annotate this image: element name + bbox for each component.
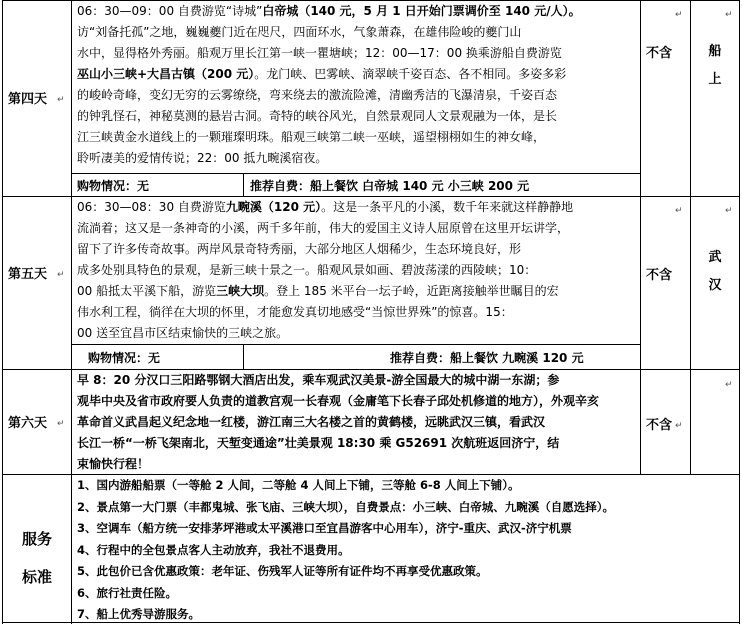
cell-end-mark: ↵ [675,10,683,20]
day-description [77,1,637,173]
day-label: 第五天 [8,267,48,282]
cell-end-mark: ↵ [57,95,65,105]
optional-expenses: 推荐自费：船上餐饮 九畹溪 120 元 [390,351,584,365]
cost-status: 不含 [646,46,673,61]
text-line: 江三峡黄金水道线上的一颗璀璨明珠。船观三峡第二峡一巫峡，遥望栩栩如生的神女峰， [77,130,546,144]
text-line: 水中，显得格外秀丽。船观万里长江第一峡一瞿塘峡；12：00—17：00 换乘游船自费游览 [77,46,562,60]
grid-line [739,0,740,624]
day-description [77,370,637,474]
text-line: 伟水利工程，徜徉在大坝的怀里，才能愈发真切地感受“当惊世界殊”的惊喜。15： [77,305,513,319]
list-item: 4、行程中的全包景点客人主动放弃，我社不退费用。 [77,542,350,557]
cell-end-mark: ↵ [675,206,683,216]
cost-status: 不含 [646,268,673,283]
cost-status: 不含 [646,418,673,433]
list-item: 7、船上优秀导游服务。 [77,607,201,621]
location: 武 汉 [708,250,722,293]
day-description [77,197,637,344]
cell-end-mark: ↵ [57,419,65,429]
text-line: 06：30—08：30 自费游览九畹溪（120 元）。这是一条平凡的小溪，数千年来就这样静静地 [77,200,574,214]
grid-line [243,173,244,196]
text-line: 00 船抵太平溪下船，游览三峡大坝。登上 185 米平台一坛子岭，近距离接触举世瞩目的宏 [77,284,559,298]
text-line: 聆听凄美的爱情传说；22：00 抵九畹溪宿夜。 [77,151,328,165]
service-standards-title: 服务 标准 [21,530,52,586]
grid-line [2,0,3,624]
day-label: 第六天 [8,416,48,431]
location: 船 上 [708,44,722,87]
list-item: 1、国内游船船票（一等舱 2 人间，二等舱 4 人间上下铺，三等舱 6-8 人间上下铺）。 [77,478,520,492]
text-line: 观毕中央及省市政府要人负责的道教宫观一长春观（金庸笔下长春子邱处机修道的地方），外观辛亥 [77,394,600,408]
text-line: 的钟乳怪石，神秘莫测的悬岩古洞。奇特的峡谷风光，自然景观同人文景观融为一体，是长 [77,109,558,123]
text-line: 流淌着；这又是一条神奇的小溪，两千多年前，伟大的爱国主义诗人屈原曾在这里开坛讲学， [77,221,570,235]
grid-line [243,344,244,369]
text-line: 访“刘备托孤”之地，巍巍夔门近在咫尺，四面环水，气象萧森，在雄伟险峻的夔门山 [77,25,522,39]
text-line: 的峻岭奇峰，变幻无穷的云雾缭绕，弯来绕去的激流险滩，清幽秀洁的飞瀑清泉，千姿百态 [77,88,558,102]
shopping-info: 购物情况：无 [77,179,150,193]
text-line: 成多处别具特色的景观，是新三峡十景之一。船观风景如画、碧波荡漾的西陵峡；10： [77,263,537,277]
shopping-info: 购物情况：无 [88,351,161,365]
text-line: 早 8：20 分汉口三阳路鄂钢大酒店出发，乘车观武汉美景-游全国最大的城中湖一东湖；参 [77,373,560,387]
list-item: 5、此包价已含优惠政策：老年证、伤残军人证等所有证件均不再享受优惠政策。 [77,564,488,578]
grid-line [640,0,641,474]
cell-end-mark: ↵ [57,270,65,280]
grid-line [71,0,72,624]
list-item: 2、景点第一大门票（丰都鬼城、张飞庙、三峡大坝），自费景点：小三峡、白帝城、九畹溪（自愿选择）。 [77,499,614,514]
text-line: 巫山小三峡+大昌古镇（200 元）。龙门峡、巴雾峡、滴翠峡千姿百态、各不相同。多姿多彩 [77,67,567,81]
grid-line [71,344,641,345]
cell-end-mark: ↵ [725,380,733,390]
text-line: 00 送至宜昌市区结束愉快的三峡之旅。 [77,326,289,340]
text-line: 06：30—09：00 自费游览“诗城”白帝城（140 元，5 月 1 日开始门票调价至 140 元/人）。 [77,4,581,18]
grid-line [690,0,691,474]
cell-end-mark: ↵ [725,206,733,216]
list-item: 6、旅行社责任险。 [77,585,178,600]
service-list [77,475,737,626]
cell-end-mark: ↵ [725,10,733,20]
cell-end-mark: ↵ [675,421,683,431]
grid-line [71,173,641,174]
optional-expenses: 推荐自费：船上餐饮 白帝城 140 元 小三峡 200 元 [250,179,530,193]
text-line: 束愉快行程！ [77,457,150,471]
day-label: 第四天 [8,92,48,107]
text-line: 留下了许多传奇故事。两岸风景奇特秀丽，大部分地区人烟稀少，生态环境良好，形 [77,242,522,256]
text-line: 长江一桥“一桥飞架南北，天堑变通途”壮美景观 18:30 乘 G52691 次航班返回济宁，结 [77,436,560,450]
list-item: 3、空调车（船方统一安排茅坪港或太平溪港口至宜昌游客中心用车），济宁-重庆、武汉-济宁机票 [77,521,572,535]
text-line: 革命首义武昌起义纪念地一红楼，游江南三大名楼之首的黄鹤楼，远眺武汉三镇，看武汉 [77,415,546,429]
